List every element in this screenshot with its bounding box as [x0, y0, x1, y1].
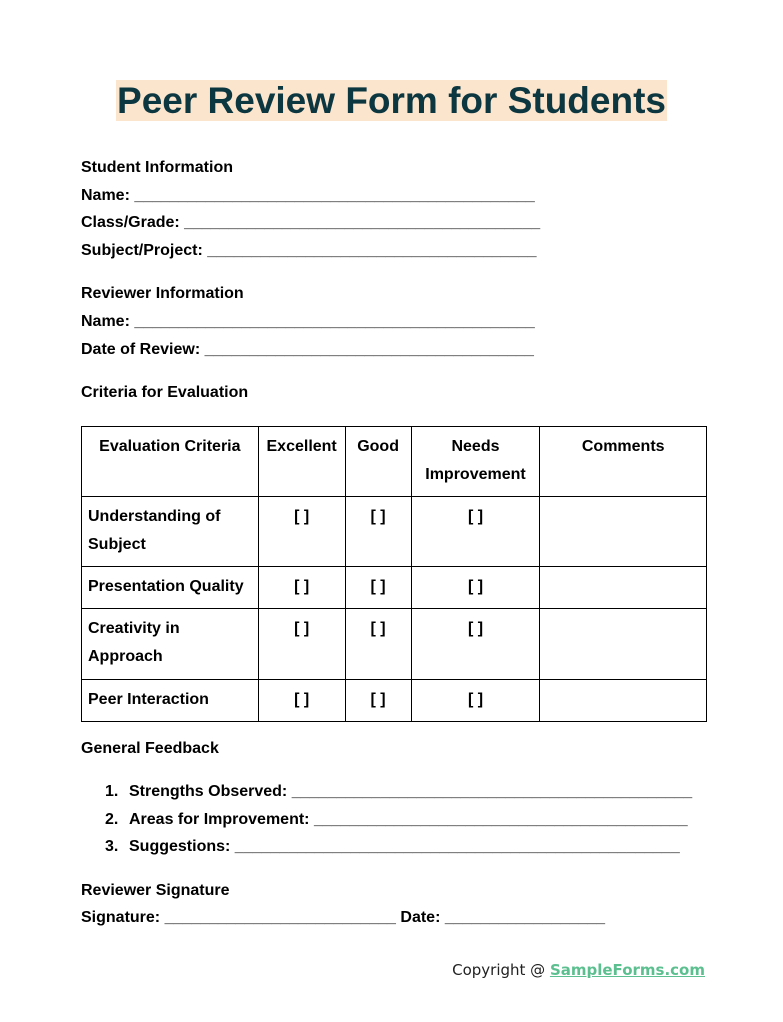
- needs-improvement-checkbox[interactable]: [ ]: [411, 609, 540, 680]
- suggestions-field[interactable]: [105, 837, 680, 857]
- criteria-name: Understanding of Subject: [82, 497, 259, 567]
- needs-improvement-checkbox[interactable]: [ ]: [411, 567, 540, 609]
- title-wrap: [0, 80, 783, 121]
- excellent-checkbox[interactable]: [ ]: [258, 567, 345, 609]
- student-heading: Student Information: [81, 159, 233, 176]
- label: Subject/Project:: [81, 242, 203, 259]
- copyright-text: Copyright @: [452, 961, 550, 979]
- signature-line[interactable]: [81, 908, 605, 928]
- comments-cell[interactable]: [540, 609, 707, 680]
- table-row: [82, 680, 707, 722]
- label: Name:: [81, 313, 130, 330]
- label: Suggestions:: [129, 838, 231, 855]
- review-date-field[interactable]: [81, 340, 534, 360]
- blank[interactable]: _____________________________________: [207, 242, 537, 259]
- label: Class/Grade:: [81, 214, 180, 231]
- signature-heading: Reviewer Signature: [81, 882, 230, 899]
- table-header-row: [82, 427, 707, 497]
- comments-cell[interactable]: [540, 497, 707, 567]
- item-number: 1.: [105, 783, 119, 800]
- student-class-field[interactable]: [81, 213, 540, 233]
- needs-improvement-checkbox[interactable]: [ ]: [411, 680, 540, 722]
- criteria-name: Creativity in Approach: [82, 609, 259, 680]
- header-cell: Excellent: [258, 427, 345, 497]
- label: Date of Review:: [81, 341, 201, 358]
- label: Name:: [81, 187, 130, 204]
- criteria-name: Presentation Quality: [82, 567, 259, 609]
- student-subject-field[interactable]: [81, 241, 537, 261]
- label: Areas for Improvement:: [129, 811, 310, 828]
- blank[interactable]: ________________________________________: [184, 214, 541, 231]
- reviewer-heading: Reviewer Information: [81, 285, 244, 302]
- blank[interactable]: __________________________________________: [313, 811, 688, 828]
- header-cell: Evaluation Criteria: [82, 427, 259, 497]
- blank[interactable]: _____________________________________________: [134, 187, 535, 204]
- header-cell: Comments: [540, 427, 707, 497]
- needs-improvement-checkbox[interactable]: [ ]: [411, 497, 540, 567]
- excellent-checkbox[interactable]: [ ]: [258, 609, 345, 680]
- label: Strengths Observed:: [129, 783, 288, 800]
- good-checkbox[interactable]: [ ]: [345, 567, 411, 609]
- item-number: 3.: [105, 838, 119, 855]
- good-checkbox[interactable]: [ ]: [345, 609, 411, 680]
- footer: [452, 961, 705, 979]
- feedback-heading: General Feedback: [81, 740, 219, 757]
- signature-blank[interactable]: __________________________: [164, 909, 396, 926]
- blank[interactable]: __________________________________________________: [234, 838, 680, 855]
- blank[interactable]: _____________________________________________: [291, 783, 693, 800]
- evaluation-table: [81, 426, 707, 722]
- blank[interactable]: _____________________________________________: [134, 313, 535, 330]
- reviewer-name-field[interactable]: [81, 312, 535, 332]
- date-label: Date:: [400, 909, 441, 926]
- good-checkbox[interactable]: [ ]: [345, 680, 411, 722]
- criteria-heading: Criteria for Evaluation: [81, 384, 249, 401]
- excellent-checkbox[interactable]: [ ]: [258, 680, 345, 722]
- comments-cell[interactable]: [540, 567, 707, 609]
- table-row: [82, 609, 707, 680]
- good-checkbox[interactable]: [ ]: [345, 497, 411, 567]
- table-row: [82, 497, 707, 567]
- date-blank[interactable]: __________________: [444, 909, 606, 926]
- sampleforms-link[interactable]: SampleForms.com: [549, 961, 705, 979]
- excellent-checkbox[interactable]: [ ]: [258, 497, 345, 567]
- blank[interactable]: _____________________________________: [204, 341, 534, 358]
- page-title: Peer Review Form for Students: [117, 80, 666, 121]
- header-cell: Needs Improvement: [411, 427, 540, 497]
- signature-label: Signature:: [81, 909, 161, 926]
- table-row: [82, 567, 707, 609]
- strengths-field[interactable]: [105, 782, 692, 802]
- comments-cell[interactable]: [540, 680, 707, 722]
- item-number: 2.: [105, 811, 119, 828]
- student-name-field[interactable]: [81, 186, 535, 206]
- improvement-field[interactable]: [105, 810, 688, 830]
- header-cell: Good: [345, 427, 411, 497]
- criteria-name: Peer Interaction: [82, 680, 259, 722]
